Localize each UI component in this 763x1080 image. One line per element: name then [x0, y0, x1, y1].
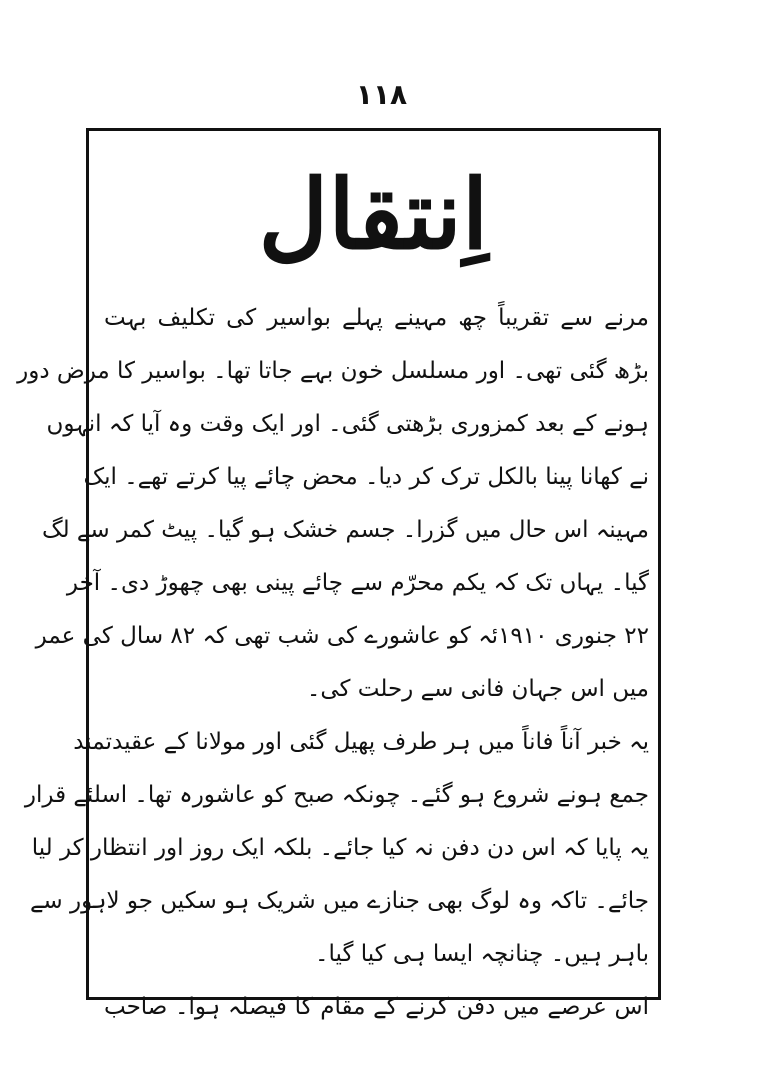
page-number: ۱۱۸ [355, 78, 408, 111]
text-line: یہ پایا کہ اس دن دفن نہ کیا جائے۔ بلکہ ایک روز اور انتظار کر لیا [31, 835, 649, 861]
chapter-title: اِنتقال [258, 158, 489, 271]
text-line: مہینہ اس حال میں گزرا۔ جسم خشک ہو گیا۔ پیٹ کمر سے لگ [42, 517, 649, 543]
text-line: ۲۲ جنوری ۱۹۱۰ئہ کو عاشورے کی شب تھی کہ ۸۲ سال کی عمر [35, 623, 649, 649]
text-line: بڑھ گئی تھی۔ اور مسلسل خون بہے جاتا تھا۔ بواسیر کا مرض دور [17, 358, 649, 384]
text-line: جمع ہونے شروع ہو گئے۔ چونکہ صبح کو عاشورہ تھا۔ اسلئے قرار [24, 782, 649, 808]
text-line: گیا۔ یہاں تک کہ یکم محرّم سے چائے پینی بھی چھوڑ دی۔ آخر [66, 570, 649, 596]
text-line: یہ خبر آناً فاناً میں ہر طرف پھیل گئی اور مولانا کے عقیدتمند [73, 729, 649, 755]
text-line: باہر ہیں۔ چنانچہ ایسا ہی کیا گیا۔ [315, 941, 649, 967]
text-line: نے کھانا پینا بالکل ترک کر دیا۔ محض چائے پیا کرتے تھے۔ ایک [83, 464, 649, 490]
text-line: جائے۔ تاکہ وہ لوگ بھی جنازے میں شریک ہو سکیں جو لاہور سے [29, 888, 649, 914]
text-line: ہونے کے بعد کمزوری بڑھتی گئی۔ اور ایک وقت وہ آیا کہ انہوں [46, 411, 649, 437]
body-text [17, 294, 649, 1036]
text-line: مرنے سے تقریباً چھ مہینے پہلے بواسیر کی تکلیف بہت [104, 305, 649, 331]
text-line: اس عرصے میں دفن کرنے کے مقام کا فیصلہ ہوا۔ صاحب [104, 994, 649, 1020]
text-line: میں اس جہان فانی سے رحلت کی۔ [306, 676, 649, 702]
